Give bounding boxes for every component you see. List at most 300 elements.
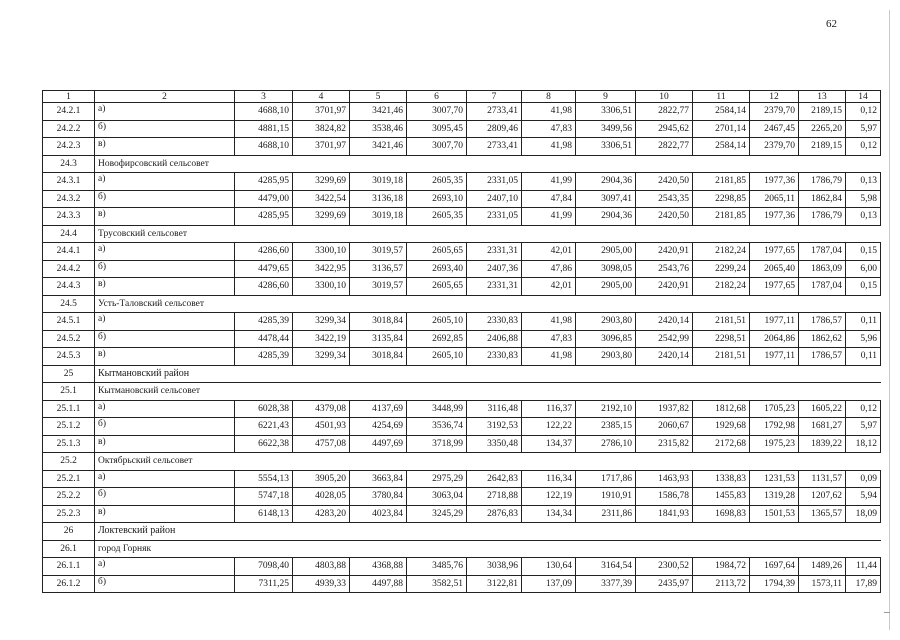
section-title: город Горняк — [95, 540, 881, 558]
value-cell: 3422,54 — [293, 190, 350, 208]
value-cell: 7098,40 — [235, 558, 293, 576]
value-cell: 2822,77 — [636, 103, 693, 121]
row-code: 26.1 — [43, 540, 95, 558]
value-cell: 116,37 — [522, 400, 576, 418]
row-code: 25.2.2 — [43, 488, 95, 506]
value-cell: 6148,13 — [235, 505, 293, 523]
value-cell: 122,22 — [522, 418, 576, 436]
value-cell: 6221,43 — [235, 418, 293, 436]
value-cell: 1929,68 — [693, 418, 750, 436]
row-label: б) — [95, 190, 235, 208]
value-cell: 1573,11 — [799, 575, 846, 593]
value-cell: 2315,82 — [636, 435, 693, 453]
value-cell: 2379,70 — [750, 138, 799, 156]
row-label: б) — [95, 418, 235, 436]
value-cell: 2904,36 — [576, 208, 636, 226]
value-cell: 5,98 — [846, 190, 881, 208]
value-cell: 2181,51 — [693, 313, 750, 331]
value-cell: 3097,41 — [576, 190, 636, 208]
value-cell: 3135,84 — [350, 330, 407, 348]
value-cell: 1977,36 — [750, 208, 799, 226]
column-number: 14 — [846, 91, 881, 103]
value-cell: 4286,60 — [235, 243, 293, 261]
value-cell: 2406,88 — [467, 330, 522, 348]
row-label: б) — [95, 260, 235, 278]
value-cell: 1812,68 — [693, 400, 750, 418]
value-cell: 3485,76 — [407, 558, 467, 576]
value-cell: 2331,05 — [467, 173, 522, 191]
value-cell: 3663,84 — [350, 470, 407, 488]
value-cell: 2809,46 — [467, 120, 522, 138]
column-number-row — [43, 91, 881, 103]
value-cell: 2467,45 — [750, 120, 799, 138]
value-cell: 6622,38 — [235, 435, 293, 453]
value-cell: 2181,51 — [693, 348, 750, 366]
value-cell: 4479,65 — [235, 260, 293, 278]
value-cell: 2330,83 — [467, 313, 522, 331]
value-cell: 1501,53 — [750, 505, 799, 523]
row-code: 24.4.1 — [43, 243, 95, 261]
row-code: 25.1.3 — [43, 435, 95, 453]
value-cell: 0,12 — [846, 400, 881, 418]
value-cell: 1910,91 — [576, 488, 636, 506]
value-cell: 0,12 — [846, 138, 881, 156]
region-heading-row — [43, 523, 881, 541]
value-cell: 4497,69 — [350, 435, 407, 453]
value-cell: 3019,57 — [350, 278, 407, 296]
value-cell: 3007,70 — [407, 103, 467, 121]
value-cell: 1231,53 — [750, 470, 799, 488]
value-cell: 1937,82 — [636, 400, 693, 418]
value-cell: 0,13 — [846, 173, 881, 191]
row-label: а) — [95, 400, 235, 418]
value-cell: 2065,40 — [750, 260, 799, 278]
column-number: 4 — [293, 91, 350, 103]
value-cell: 4254,69 — [350, 418, 407, 436]
value-cell: 3299,34 — [293, 313, 350, 331]
row-code: 24.3 — [43, 155, 95, 173]
table-row — [43, 488, 881, 506]
value-cell: 4688,10 — [235, 103, 293, 121]
value-cell: 3780,84 — [350, 488, 407, 506]
value-cell: 2701,14 — [693, 120, 750, 138]
value-cell: 1131,57 — [799, 470, 846, 488]
value-cell: 2903,80 — [576, 313, 636, 331]
value-cell: 3421,46 — [350, 138, 407, 156]
value-cell: 1841,93 — [636, 505, 693, 523]
value-cell: 1975,23 — [750, 435, 799, 453]
value-cell: 3018,84 — [350, 313, 407, 331]
value-cell: 3499,56 — [576, 120, 636, 138]
value-cell: 4497,88 — [350, 575, 407, 593]
section-title: Новофирсовский сельсовет — [95, 155, 881, 173]
value-cell: 42,01 — [522, 243, 576, 261]
value-cell: 3538,46 — [350, 120, 407, 138]
value-cell: 41,98 — [522, 103, 576, 121]
value-cell: 3422,95 — [293, 260, 350, 278]
value-cell: 3299,69 — [293, 208, 350, 226]
tariff-table — [42, 90, 881, 593]
value-cell: 3306,51 — [576, 103, 636, 121]
column-number: 8 — [522, 91, 576, 103]
row-code: 25.1.2 — [43, 418, 95, 436]
value-cell: 3718,99 — [407, 435, 467, 453]
value-cell: 1977,65 — [750, 243, 799, 261]
row-code: 25.1.1 — [43, 400, 95, 418]
value-cell: 2407,10 — [467, 190, 522, 208]
value-cell: 0,15 — [846, 243, 881, 261]
value-cell: 4881,15 — [235, 120, 293, 138]
row-code: 24.4.2 — [43, 260, 95, 278]
row-code: 24.2.2 — [43, 120, 95, 138]
value-cell: 1977,11 — [750, 313, 799, 331]
value-cell: 4028,05 — [293, 488, 350, 506]
value-cell: 1977,65 — [750, 278, 799, 296]
section-heading-row — [43, 540, 881, 558]
row-label: в) — [95, 138, 235, 156]
value-cell: 5,96 — [846, 330, 881, 348]
value-cell: 17,89 — [846, 575, 881, 593]
value-cell: 5554,13 — [235, 470, 293, 488]
table-row — [43, 575, 881, 593]
value-cell: 3299,34 — [293, 348, 350, 366]
value-cell: 2905,00 — [576, 278, 636, 296]
value-cell: 1839,22 — [799, 435, 846, 453]
region-title: Кытмановский район — [95, 365, 881, 383]
value-cell: 4283,20 — [293, 505, 350, 523]
table-row — [43, 260, 881, 278]
row-code: 24.3.2 — [43, 190, 95, 208]
table-row — [43, 243, 881, 261]
value-cell: 2300,52 — [636, 558, 693, 576]
row-label: а) — [95, 103, 235, 121]
column-number: 10 — [636, 91, 693, 103]
value-cell: 130,64 — [522, 558, 576, 576]
column-number: 7 — [467, 91, 522, 103]
row-code: 24.2.3 — [43, 138, 95, 156]
table-row — [43, 505, 881, 523]
value-cell: 41,98 — [522, 138, 576, 156]
value-cell: 1787,04 — [799, 243, 846, 261]
value-cell: 2172,68 — [693, 435, 750, 453]
value-cell: 2113,72 — [693, 575, 750, 593]
row-label: б) — [95, 575, 235, 593]
value-cell: 3300,10 — [293, 243, 350, 261]
row-label: в) — [95, 278, 235, 296]
value-cell: 4285,39 — [235, 348, 293, 366]
column-number: 9 — [576, 91, 636, 103]
section-title: Усть-Таловский сельсовет — [95, 295, 881, 313]
table-body — [43, 91, 881, 593]
value-cell: 11,44 — [846, 558, 881, 576]
value-cell: 4501,93 — [293, 418, 350, 436]
page-number: 62 — [826, 18, 837, 30]
value-cell: 2182,24 — [693, 243, 750, 261]
value-cell: 0,11 — [846, 348, 881, 366]
value-cell: 3192,53 — [467, 418, 522, 436]
table-row — [43, 208, 881, 226]
value-cell: 3063,04 — [407, 488, 467, 506]
table-row — [43, 173, 881, 191]
table-row — [43, 120, 881, 138]
value-cell: 3245,29 — [407, 505, 467, 523]
column-number: 3 — [235, 91, 293, 103]
row-code: 26.1.2 — [43, 575, 95, 593]
value-cell: 2584,14 — [693, 103, 750, 121]
value-cell: 2064,86 — [750, 330, 799, 348]
value-cell: 2189,15 — [799, 138, 846, 156]
section-title: Октябрьский сельсовет — [95, 453, 881, 471]
value-cell: 4286,60 — [235, 278, 293, 296]
value-cell: 2903,80 — [576, 348, 636, 366]
value-cell: 2693,40 — [407, 260, 467, 278]
value-cell: 2420,91 — [636, 278, 693, 296]
value-cell: 1787,04 — [799, 278, 846, 296]
value-cell: 3019,18 — [350, 208, 407, 226]
region-title: Локтевский район — [95, 523, 881, 541]
section-heading-row — [43, 225, 881, 243]
value-cell: 3421,46 — [350, 103, 407, 121]
value-cell: 3824,82 — [293, 120, 350, 138]
row-label: б) — [95, 330, 235, 348]
section-heading-row — [43, 383, 881, 401]
value-cell: 3095,45 — [407, 120, 467, 138]
value-cell: 3136,18 — [350, 190, 407, 208]
value-cell: 3019,18 — [350, 173, 407, 191]
value-cell: 0,11 — [846, 313, 881, 331]
table-row — [43, 190, 881, 208]
value-cell: 0,09 — [846, 470, 881, 488]
value-cell: 2904,36 — [576, 173, 636, 191]
value-cell: 4939,33 — [293, 575, 350, 593]
column-number: 11 — [693, 91, 750, 103]
value-cell: 2181,85 — [693, 173, 750, 191]
value-cell: 42,01 — [522, 278, 576, 296]
row-label: б) — [95, 488, 235, 506]
value-cell: 5,97 — [846, 418, 881, 436]
value-cell: 3018,84 — [350, 348, 407, 366]
table-row — [43, 278, 881, 296]
value-cell: 3306,51 — [576, 138, 636, 156]
value-cell: 1207,62 — [799, 488, 846, 506]
value-cell: 2298,85 — [693, 190, 750, 208]
value-cell: 2605,35 — [407, 173, 467, 191]
page-edge-tick — [884, 612, 890, 613]
value-cell: 134,34 — [522, 505, 576, 523]
column-number: 1 — [43, 91, 95, 103]
value-cell: 0,15 — [846, 278, 881, 296]
value-cell: 1977,11 — [750, 348, 799, 366]
value-cell: 4803,88 — [293, 558, 350, 576]
value-cell: 1705,23 — [750, 400, 799, 418]
value-cell: 3019,57 — [350, 243, 407, 261]
row-code: 24.5.2 — [43, 330, 95, 348]
value-cell: 1977,36 — [750, 173, 799, 191]
value-cell: 2822,77 — [636, 138, 693, 156]
value-cell: 4285,95 — [235, 173, 293, 191]
value-cell: 1697,64 — [750, 558, 799, 576]
value-cell: 18,12 — [846, 435, 881, 453]
value-cell: 2060,67 — [636, 418, 693, 436]
section-title: Трусовский сельсовет — [95, 225, 881, 243]
value-cell: 0,13 — [846, 208, 881, 226]
value-cell: 1984,72 — [693, 558, 750, 576]
value-cell: 7311,25 — [235, 575, 293, 593]
value-cell: 1605,22 — [799, 400, 846, 418]
row-code: 24.5 — [43, 295, 95, 313]
value-cell: 3164,54 — [576, 558, 636, 576]
value-cell: 1319,28 — [750, 488, 799, 506]
row-code: 25.2.3 — [43, 505, 95, 523]
value-cell: 2065,11 — [750, 190, 799, 208]
value-cell: 2543,76 — [636, 260, 693, 278]
value-cell: 1786,79 — [799, 173, 846, 191]
value-cell: 2189,15 — [799, 103, 846, 121]
row-label: в) — [95, 505, 235, 523]
value-cell: 2330,83 — [467, 348, 522, 366]
value-cell: 1681,27 — [799, 418, 846, 436]
value-cell: 1455,83 — [693, 488, 750, 506]
value-cell: 2692,85 — [407, 330, 467, 348]
row-label: а) — [95, 558, 235, 576]
row-code: 24.3.1 — [43, 173, 95, 191]
table-row — [43, 138, 881, 156]
value-cell: 1463,93 — [636, 470, 693, 488]
row-code: 24.4 — [43, 225, 95, 243]
value-cell: 2181,85 — [693, 208, 750, 226]
value-cell: 2420,91 — [636, 243, 693, 261]
section-heading-row — [43, 295, 881, 313]
value-cell: 2584,14 — [693, 138, 750, 156]
value-cell: 2407,36 — [467, 260, 522, 278]
row-label: а) — [95, 173, 235, 191]
value-cell: 3098,05 — [576, 260, 636, 278]
value-cell: 4368,88 — [350, 558, 407, 576]
value-cell: 41,98 — [522, 313, 576, 331]
value-cell: 6,00 — [846, 260, 881, 278]
value-cell: 2331,31 — [467, 243, 522, 261]
value-cell: 2420,14 — [636, 313, 693, 331]
table-row — [43, 435, 881, 453]
value-cell: 3096,85 — [576, 330, 636, 348]
table-row — [43, 470, 881, 488]
value-cell: 134,37 — [522, 435, 576, 453]
table-row — [43, 558, 881, 576]
value-cell: 2331,31 — [467, 278, 522, 296]
value-cell: 4137,69 — [350, 400, 407, 418]
row-label: в) — [95, 435, 235, 453]
value-cell: 0,12 — [846, 103, 881, 121]
value-cell: 4285,95 — [235, 208, 293, 226]
value-cell: 1698,83 — [693, 505, 750, 523]
value-cell: 6028,38 — [235, 400, 293, 418]
value-cell: 4285,39 — [235, 313, 293, 331]
value-cell: 1365,57 — [799, 505, 846, 523]
value-cell: 2605,65 — [407, 278, 467, 296]
section-title: Кытмановский сельсовет — [95, 383, 881, 401]
value-cell: 137,09 — [522, 575, 576, 593]
value-cell: 2642,83 — [467, 470, 522, 488]
value-cell: 3582,51 — [407, 575, 467, 593]
value-cell: 3701,97 — [293, 138, 350, 156]
value-cell: 5,97 — [846, 120, 881, 138]
value-cell: 2718,88 — [467, 488, 522, 506]
value-cell: 3038,96 — [467, 558, 522, 576]
value-cell: 1786,79 — [799, 208, 846, 226]
value-cell: 1786,57 — [799, 348, 846, 366]
value-cell: 3536,74 — [407, 418, 467, 436]
value-cell: 2435,97 — [636, 575, 693, 593]
value-cell: 5747,18 — [235, 488, 293, 506]
value-cell: 2298,51 — [693, 330, 750, 348]
row-code: 25.2 — [43, 453, 95, 471]
value-cell: 3377,39 — [576, 575, 636, 593]
table-row — [43, 400, 881, 418]
value-cell: 41,99 — [522, 208, 576, 226]
value-cell: 3007,70 — [407, 138, 467, 156]
value-cell: 2265,20 — [799, 120, 846, 138]
value-cell: 3116,48 — [467, 400, 522, 418]
value-cell: 3300,10 — [293, 278, 350, 296]
page-edge-rule — [889, 10, 890, 630]
column-number: 5 — [350, 91, 407, 103]
value-cell: 4479,00 — [235, 190, 293, 208]
row-code: 24.2.1 — [43, 103, 95, 121]
value-cell: 2299,24 — [693, 260, 750, 278]
section-heading-row — [43, 453, 881, 471]
value-cell: 3448,99 — [407, 400, 467, 418]
row-label: а) — [95, 313, 235, 331]
value-cell: 3122,81 — [467, 575, 522, 593]
table-row — [43, 313, 881, 331]
value-cell: 3422,19 — [293, 330, 350, 348]
section-heading-row — [43, 155, 881, 173]
value-cell: 3905,20 — [293, 470, 350, 488]
row-code: 25.1 — [43, 383, 95, 401]
value-cell: 2385,15 — [576, 418, 636, 436]
value-cell: 4688,10 — [235, 138, 293, 156]
value-cell: 47,86 — [522, 260, 576, 278]
value-cell: 2605,10 — [407, 313, 467, 331]
value-cell: 2905,00 — [576, 243, 636, 261]
value-cell: 1862,84 — [799, 190, 846, 208]
row-code: 24.5.3 — [43, 348, 95, 366]
row-label: в) — [95, 208, 235, 226]
value-cell: 1717,86 — [576, 470, 636, 488]
value-cell: 1792,98 — [750, 418, 799, 436]
value-cell: 2543,35 — [636, 190, 693, 208]
row-label: а) — [95, 243, 235, 261]
row-label: в) — [95, 348, 235, 366]
value-cell: 116,34 — [522, 470, 576, 488]
value-cell: 3299,69 — [293, 173, 350, 191]
row-code: 25 — [43, 365, 95, 383]
value-cell: 3136,57 — [350, 260, 407, 278]
row-code: 26 — [43, 523, 95, 541]
row-code: 24.3.3 — [43, 208, 95, 226]
value-cell: 47,83 — [522, 120, 576, 138]
row-code: 24.4.3 — [43, 278, 95, 296]
value-cell: 2605,10 — [407, 348, 467, 366]
column-number: 2 — [95, 91, 235, 103]
value-cell: 1862,62 — [799, 330, 846, 348]
value-cell: 1586,78 — [636, 488, 693, 506]
row-label: а) — [95, 470, 235, 488]
value-cell: 2420,14 — [636, 348, 693, 366]
value-cell: 1863,09 — [799, 260, 846, 278]
row-code: 25.2.1 — [43, 470, 95, 488]
value-cell: 4023,84 — [350, 505, 407, 523]
